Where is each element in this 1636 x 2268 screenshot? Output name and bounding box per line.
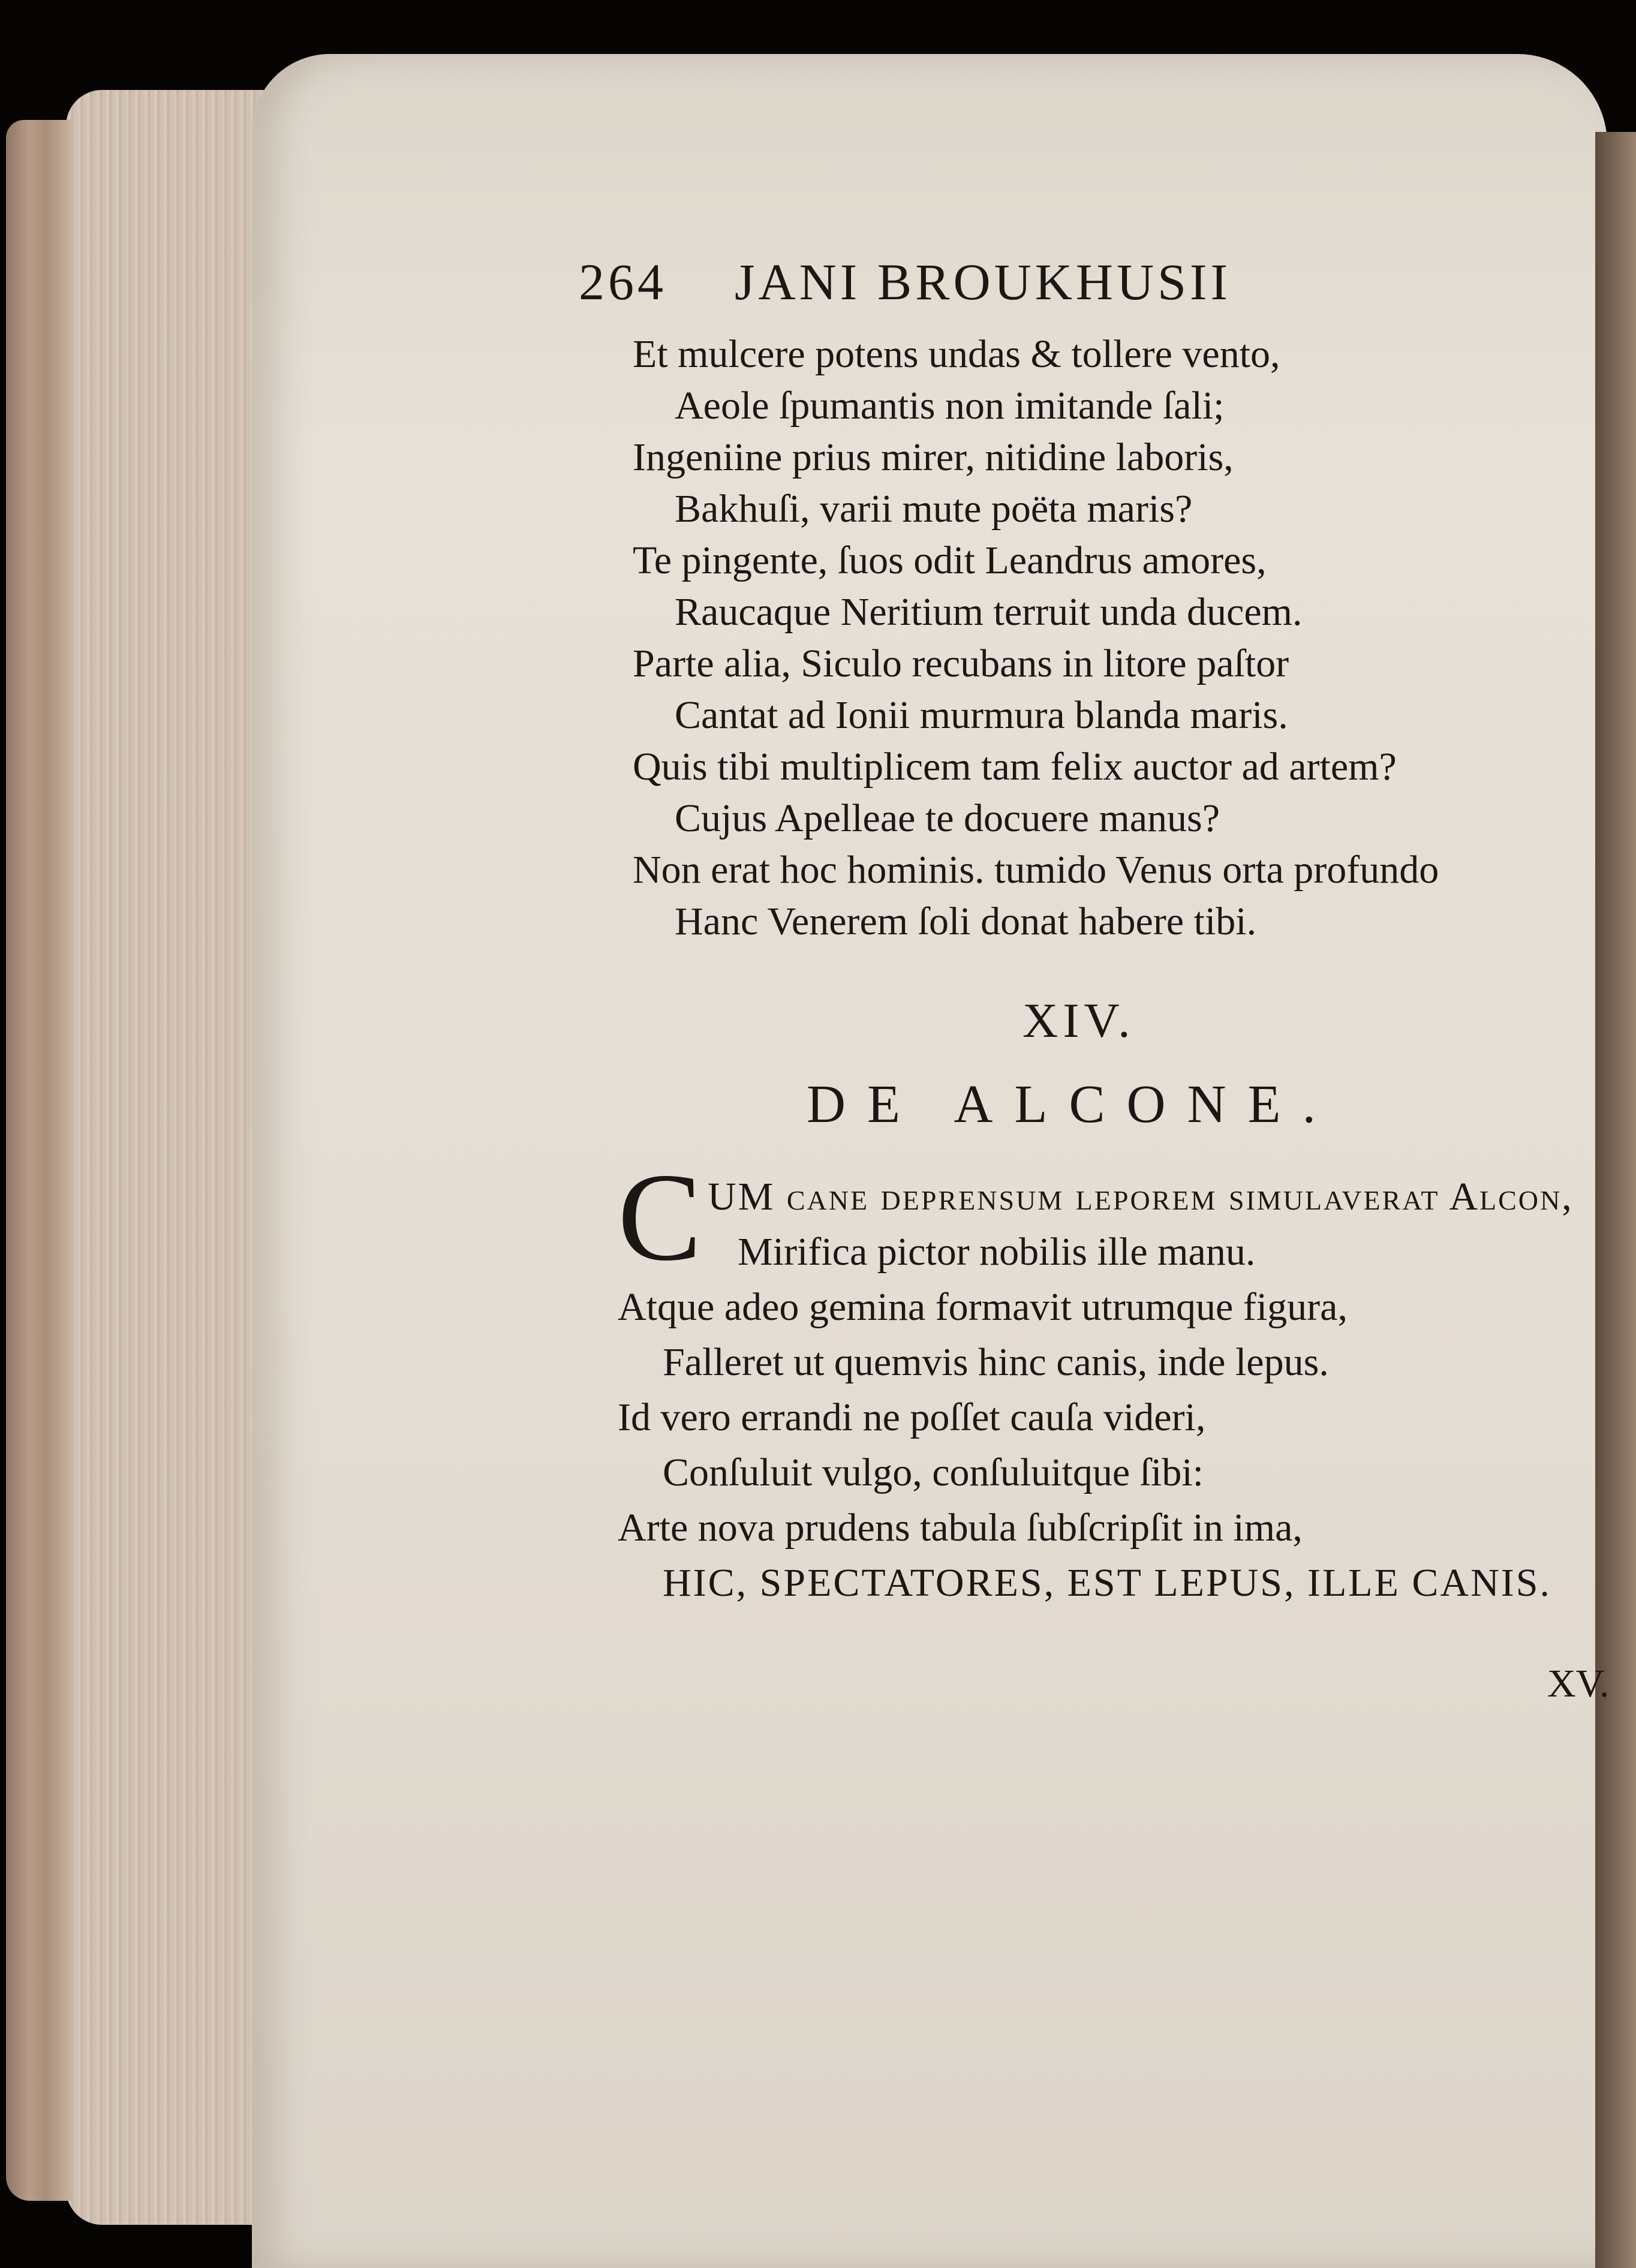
verse-line: Cantat ad Ionii murmura blanda maris. — [675, 693, 1288, 737]
verse-line-last: HIC, SPECTATORES, EST LEPUS, ILLE CANIS. — [663, 1561, 1551, 1605]
section-title: DE ALCONE. — [807, 1075, 1337, 1134]
running-title: JANI BROUKHUSII — [735, 253, 1232, 311]
verse-line: Atque adeo gemina formavit utrumque figura, — [618, 1285, 1348, 1329]
verse-line: Arte nova prudens tabula ſubſcripſit in ima, — [618, 1506, 1303, 1550]
verse-line: Aeole ſpumantis non imitande ſali; — [675, 384, 1225, 428]
verse-line: Cujus Apelleae te docuere manus? — [675, 796, 1220, 840]
verse-line: Bakhuſi, varii mute poëta maris? — [675, 487, 1193, 531]
page-block-edge — [66, 90, 264, 2225]
verse-line: Raucaque Neritium terruit unda ducem. — [675, 590, 1303, 634]
verse-line: Id vero errandi ne poſſet cauſa videri, — [618, 1395, 1206, 1439]
verse-line: Ingeniine prius mirer, nitidine laboris, — [633, 435, 1234, 479]
verse-line: Mirifica pictor nobilis ille manu. — [738, 1230, 1256, 1274]
verse-line: Et mulcere potens undas & tollere vento, — [633, 332, 1280, 376]
verse-line: Hanc Venerem ſoli donat habere tibi. — [675, 900, 1257, 943]
page-number: 264 — [579, 253, 667, 311]
verse-line-first: UM cane deprenſum leporem ſimulaverat Alcon, — [708, 1175, 1574, 1219]
verse-line: Non erat hoc hominis. tumido Venus orta profundo — [633, 848, 1439, 892]
page-header — [579, 252, 1418, 312]
verse-line: Quis tibi multiplicem tam felix auctor ad artem? — [633, 745, 1397, 789]
section-number: XIV. — [1022, 993, 1135, 1048]
facing-page-edge — [1595, 132, 1636, 2268]
book-fore-edge — [6, 120, 72, 2201]
drop-cap: C — [618, 1148, 702, 1287]
poem-xiv — [618, 1169, 1574, 1611]
poem-xiii-end — [633, 329, 1439, 947]
verse-line: Te pingente, ſuos odit Leandrus amores, — [633, 539, 1267, 582]
verse-line: Parte alia, Siculo recubans in litore paſtor — [633, 642, 1289, 685]
catchword: XV. — [1547, 1662, 1610, 1705]
verse-line: Falleret ut quemvis hinc canis, inde lepus. — [663, 1340, 1329, 1384]
verse-line: Conſuluit vulgo, conſuluitque ſibi: — [663, 1451, 1204, 1494]
